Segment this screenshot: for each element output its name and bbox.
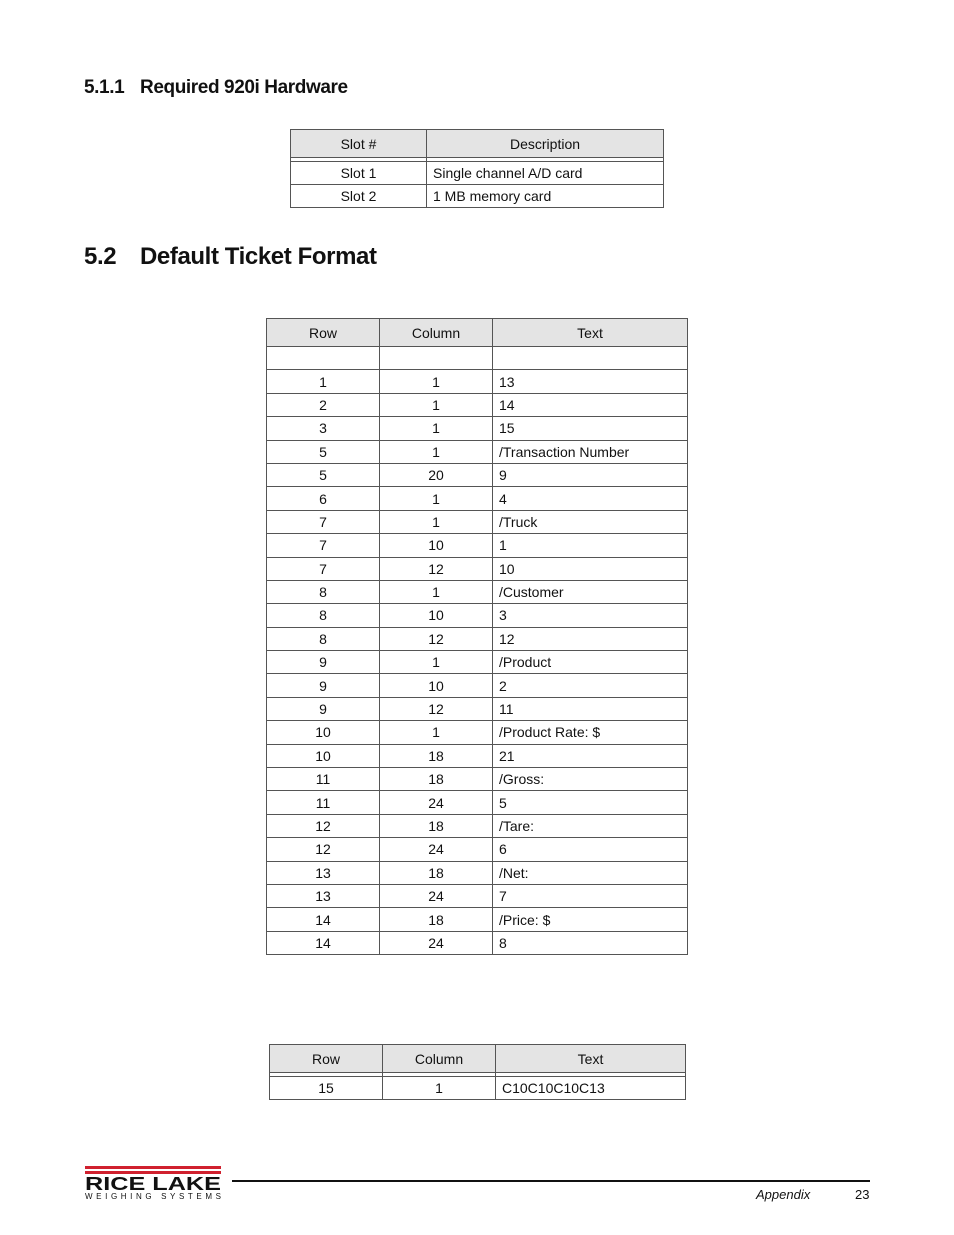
description-cell: Single channel A/D card — [427, 162, 664, 185]
column-header-text: Text — [496, 1045, 686, 1073]
ticket-format-table — [266, 318, 688, 955]
table-row — [267, 908, 688, 931]
text-cell: 3 — [493, 604, 688, 627]
table-row — [267, 627, 688, 650]
row-cell: 2 — [267, 393, 380, 416]
column-cell: 18 — [380, 814, 493, 837]
table-row — [267, 487, 688, 510]
column-cell: 24 — [380, 791, 493, 814]
table-row — [267, 510, 688, 533]
row-cell: 14 — [267, 931, 380, 954]
footer-section-label: Appendix — [756, 1187, 811, 1202]
section-number: 5.1.1 — [84, 77, 125, 98]
column-cell: 18 — [380, 861, 493, 884]
column-cell: 18 — [380, 768, 493, 791]
column-header-row: Row — [270, 1045, 383, 1073]
text-cell: 7 — [493, 884, 688, 907]
column-cell: 1 — [380, 370, 493, 393]
table-row — [267, 768, 688, 791]
row-cell: 8 — [267, 627, 380, 650]
row-cell: 7 — [267, 557, 380, 580]
text-cell: C10C10C10C13 — [496, 1077, 686, 1100]
table-row — [267, 580, 688, 603]
table-row — [267, 884, 688, 907]
table-row — [267, 931, 688, 954]
table-row — [267, 604, 688, 627]
row-cell: 13 — [267, 861, 380, 884]
slot-cell: Slot 2 — [291, 185, 427, 208]
table-row — [267, 651, 688, 674]
text-cell: /Price: $ — [493, 908, 688, 931]
column-cell: 12 — [380, 557, 493, 580]
text-cell: /Tare: — [493, 814, 688, 837]
text-cell: /Customer — [493, 580, 688, 603]
section-heading-5-1-1 — [84, 77, 348, 99]
table-row — [267, 557, 688, 580]
text-cell: /Product Rate: $ — [493, 721, 688, 744]
text-cell: /Gross: — [493, 768, 688, 791]
row-cell: 15 — [270, 1077, 383, 1100]
text-cell: 4 — [493, 487, 688, 510]
text-cell: 2 — [493, 674, 688, 697]
logo-wordmark: RICE LAKE — [85, 1174, 221, 1194]
table-row — [267, 370, 688, 393]
row-cell: 10 — [267, 744, 380, 767]
row-cell: 14 — [267, 908, 380, 931]
slot-cell: Slot 1 — [291, 162, 427, 185]
column-cell: 1 — [380, 651, 493, 674]
column-cell: 1 — [380, 510, 493, 533]
column-cell: 10 — [380, 604, 493, 627]
column-cell: 20 — [380, 463, 493, 486]
ticket-format-continuation-table — [269, 1044, 686, 1100]
row-cell: 8 — [267, 604, 380, 627]
text-cell: 10 — [493, 557, 688, 580]
section-title: Required 920i Hardware — [140, 77, 348, 98]
row-cell: 13 — [267, 884, 380, 907]
table-row — [270, 1077, 686, 1100]
column-cell: 12 — [380, 627, 493, 650]
hardware-table — [290, 129, 664, 208]
column-cell: 10 — [380, 674, 493, 697]
column-header-column: Column — [383, 1045, 496, 1073]
rice-lake-logo — [85, 1166, 221, 1200]
table-row — [291, 162, 664, 185]
row-cell: 12 — [267, 838, 380, 861]
column-cell: 1 — [380, 487, 493, 510]
column-cell: 1 — [380, 721, 493, 744]
row-cell: 10 — [267, 721, 380, 744]
page-number: 23 — [855, 1187, 870, 1202]
column-cell: 1 — [383, 1077, 496, 1100]
column-cell: 24 — [380, 884, 493, 907]
text-cell: /Net: — [493, 861, 688, 884]
text-cell: 8 — [493, 931, 688, 954]
column-cell: 10 — [380, 534, 493, 557]
column-header-row: Row — [267, 319, 380, 347]
row-cell: 9 — [267, 697, 380, 720]
table-row — [267, 463, 688, 486]
table-row — [267, 534, 688, 557]
row-cell: 3 — [267, 417, 380, 440]
table-row — [267, 791, 688, 814]
row-cell: 6 — [267, 487, 380, 510]
text-cell: /Product — [493, 651, 688, 674]
column-cell: 24 — [380, 838, 493, 861]
row-cell: 5 — [267, 440, 380, 463]
text-cell: 12 — [493, 627, 688, 650]
table-row — [267, 674, 688, 697]
logo-stripe — [85, 1166, 221, 1169]
table-row — [267, 838, 688, 861]
logo-tagline: WEIGHING SYSTEMS — [85, 1192, 221, 1200]
description-cell: 1 MB memory card — [427, 185, 664, 208]
table-header-row — [267, 319, 688, 347]
text-cell: 14 — [493, 393, 688, 416]
text-cell: /Transaction Number — [493, 440, 688, 463]
text-cell: 11 — [493, 697, 688, 720]
row-cell: 5 — [267, 463, 380, 486]
column-cell: 24 — [380, 931, 493, 954]
table-row — [267, 861, 688, 884]
section-heading-5-2 — [84, 243, 377, 271]
column-cell: 1 — [380, 417, 493, 440]
column-header-column: Column — [380, 319, 493, 347]
column-cell: 1 — [380, 580, 493, 603]
text-cell: 9 — [493, 463, 688, 486]
row-cell: 9 — [267, 674, 380, 697]
column-cell: 12 — [380, 697, 493, 720]
row-cell: 12 — [267, 814, 380, 837]
text-cell: 1 — [493, 534, 688, 557]
row-cell: 7 — [267, 510, 380, 533]
table-header-row — [270, 1045, 686, 1073]
section-title: Default Ticket Format — [140, 243, 377, 270]
text-cell: 13 — [493, 370, 688, 393]
row-cell: 9 — [267, 651, 380, 674]
text-cell: 5 — [493, 791, 688, 814]
table-row — [267, 814, 688, 837]
column-cell: 18 — [380, 744, 493, 767]
table-row — [291, 185, 664, 208]
table-row — [267, 417, 688, 440]
table-row — [267, 393, 688, 416]
column-cell: 1 — [380, 393, 493, 416]
table-header-row — [291, 130, 664, 158]
table-row — [267, 697, 688, 720]
row-cell: 1 — [267, 370, 380, 393]
text-cell: 6 — [493, 838, 688, 861]
text-cell: 15 — [493, 417, 688, 440]
text-cell: /Truck — [493, 510, 688, 533]
row-cell: 11 — [267, 791, 380, 814]
column-header-text: Text — [493, 319, 688, 347]
table-row — [267, 744, 688, 767]
column-header-description: Description — [427, 130, 664, 158]
row-cell: 11 — [267, 768, 380, 791]
column-header-slot: Slot # — [291, 130, 427, 158]
column-cell: 18 — [380, 908, 493, 931]
column-cell: 1 — [380, 440, 493, 463]
table-row — [267, 440, 688, 463]
section-number: 5.2 — [84, 243, 117, 270]
text-cell: 21 — [493, 744, 688, 767]
row-cell: 8 — [267, 580, 380, 603]
table-row — [267, 721, 688, 744]
footer-rule — [232, 1180, 870, 1182]
row-cell: 7 — [267, 534, 380, 557]
